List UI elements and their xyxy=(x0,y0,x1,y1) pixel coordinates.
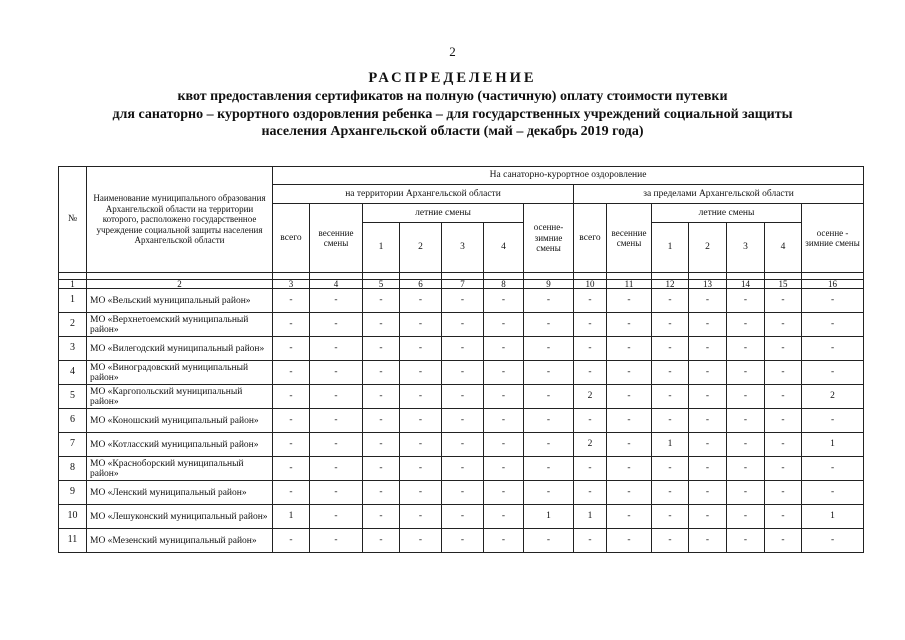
column-number-row xyxy=(59,280,864,289)
quota-cell: - xyxy=(310,385,363,409)
header-shift-in-3: 3 xyxy=(442,223,484,273)
quota-cell: - xyxy=(727,313,765,337)
header-inside-region: на территории Архангельской области xyxy=(273,185,574,204)
quota-cell: - xyxy=(273,337,310,361)
table-row xyxy=(59,337,864,361)
quota-cell: - xyxy=(607,289,652,313)
district-name: МО «Верхнетоемский муниципальный район» xyxy=(87,313,273,337)
quota-cell: - xyxy=(273,457,310,481)
table-row xyxy=(59,313,864,337)
quota-cell: - xyxy=(442,457,484,481)
quota-cell: - xyxy=(273,385,310,409)
row-number: 8 xyxy=(59,457,87,481)
quota-cell: - xyxy=(607,433,652,457)
quota-cell: - xyxy=(273,289,310,313)
quota-cell: - xyxy=(689,361,727,385)
header-summer-in: летние смены xyxy=(363,204,524,223)
page-number: 2 xyxy=(449,44,456,59)
quota-cell: - xyxy=(310,289,363,313)
quota-cell: - xyxy=(400,337,442,361)
quota-cell: - xyxy=(727,481,765,505)
column-number: 9 xyxy=(524,280,574,289)
quota-cell: - xyxy=(607,313,652,337)
quota-cell: - xyxy=(442,313,484,337)
quota-cell: - xyxy=(765,313,802,337)
quota-cell: - xyxy=(400,505,442,529)
quota-cell: 2 xyxy=(802,385,864,409)
quota-cell: - xyxy=(727,457,765,481)
subtitle-line: квот предоставления сертификатов на полную (частичную) оплату стоимости путевки xyxy=(177,89,728,104)
header-num: № xyxy=(59,167,87,273)
table-row xyxy=(59,289,864,313)
quota-cell: - xyxy=(802,361,864,385)
column-number: 8 xyxy=(484,280,524,289)
column-number: 11 xyxy=(607,280,652,289)
quota-cell: - xyxy=(689,505,727,529)
quota-cell: - xyxy=(689,433,727,457)
quota-cell: - xyxy=(524,313,574,337)
quota-cell: - xyxy=(652,409,689,433)
quota-cell: - xyxy=(363,409,400,433)
quota-cell: - xyxy=(727,385,765,409)
quota-cell: - xyxy=(273,409,310,433)
column-number: 15 xyxy=(765,280,802,289)
quota-cell: - xyxy=(484,457,524,481)
quota-cell: - xyxy=(484,409,524,433)
table-row xyxy=(59,409,864,433)
spacer-row xyxy=(59,273,864,280)
quota-cell: - xyxy=(310,433,363,457)
quota-cell: - xyxy=(574,361,607,385)
quota-cell: - xyxy=(765,289,802,313)
header-spring-out: весенние смены xyxy=(607,204,652,273)
header-top: На санаторно-курортное оздоровление xyxy=(273,167,864,185)
quota-cell: - xyxy=(484,385,524,409)
quota-cell: - xyxy=(689,337,727,361)
row-number: 5 xyxy=(59,385,87,409)
quota-cell: - xyxy=(727,505,765,529)
column-number: 7 xyxy=(442,280,484,289)
quota-cell: - xyxy=(310,313,363,337)
column-number: 5 xyxy=(363,280,400,289)
quota-cell: - xyxy=(484,529,524,553)
quota-cell: - xyxy=(727,289,765,313)
quota-cell: - xyxy=(400,313,442,337)
quota-cell: - xyxy=(607,505,652,529)
quota-cell: - xyxy=(363,481,400,505)
district-name: МО «Вельский муниципальный район» xyxy=(87,289,273,313)
quota-cell: - xyxy=(652,505,689,529)
quota-cell: - xyxy=(802,337,864,361)
quota-cell: - xyxy=(363,433,400,457)
quota-cell: - xyxy=(273,361,310,385)
document-title: РАСПРЕДЕЛЕНИЕ xyxy=(368,70,537,86)
quota-cell: - xyxy=(442,337,484,361)
header-autumn-out: осенне - зимние смены xyxy=(802,204,864,273)
row-number: 2 xyxy=(59,313,87,337)
quota-cell: - xyxy=(400,289,442,313)
table-row xyxy=(59,529,864,553)
quota-cell: - xyxy=(607,385,652,409)
quota-cell: 1 xyxy=(273,505,310,529)
header-shift-out-3: 3 xyxy=(727,223,765,273)
quota-cell: - xyxy=(689,481,727,505)
header-shift-in-2: 2 xyxy=(400,223,442,273)
district-name: МО «Мезенский муниципальный район» xyxy=(87,529,273,553)
column-number: 10 xyxy=(574,280,607,289)
column-number: 12 xyxy=(652,280,689,289)
quota-cell: 1 xyxy=(802,433,864,457)
quota-cell: - xyxy=(574,409,607,433)
quota-cell: - xyxy=(574,289,607,313)
quota-cell: - xyxy=(802,481,864,505)
quota-cell: 1 xyxy=(652,433,689,457)
quota-cell: 1 xyxy=(574,505,607,529)
document-subtitle xyxy=(40,88,865,141)
quota-cell: - xyxy=(484,505,524,529)
quota-cell: - xyxy=(363,385,400,409)
row-number: 10 xyxy=(59,505,87,529)
district-name: МО «Ленский муниципальный район» xyxy=(87,481,273,505)
quota-cell: - xyxy=(524,409,574,433)
quota-cell: - xyxy=(442,433,484,457)
quota-cell: - xyxy=(442,409,484,433)
quota-cell: - xyxy=(442,481,484,505)
quota-cell: - xyxy=(400,385,442,409)
column-number: 3 xyxy=(273,280,310,289)
district-name: МО «Коношский муниципальный район» xyxy=(87,409,273,433)
quota-cell: - xyxy=(765,385,802,409)
quota-cell: - xyxy=(273,433,310,457)
row-number: 1 xyxy=(59,289,87,313)
quota-cell: - xyxy=(400,409,442,433)
column-number: 6 xyxy=(400,280,442,289)
column-number: 1 xyxy=(59,280,87,289)
quota-cell: - xyxy=(524,289,574,313)
header-shift-out-1: 1 xyxy=(652,223,689,273)
header-summer-out: летние смены xyxy=(652,204,802,223)
row-number: 3 xyxy=(59,337,87,361)
district-name: МО «Каргопольский муниципальный район» xyxy=(87,385,273,409)
header-autumn-in: осенне-зимние смены xyxy=(524,204,574,273)
quota-cell: - xyxy=(310,457,363,481)
column-number: 13 xyxy=(689,280,727,289)
quota-cell: - xyxy=(363,505,400,529)
quota-cell: - xyxy=(310,337,363,361)
quota-cell: - xyxy=(802,289,864,313)
header-spring-in: весенние смены xyxy=(310,204,363,273)
row-number: 11 xyxy=(59,529,87,553)
quota-cell: - xyxy=(273,313,310,337)
quota-cell: - xyxy=(363,337,400,361)
header-shift-out-2: 2 xyxy=(689,223,727,273)
header-total-in: всего xyxy=(273,204,310,273)
table-body xyxy=(59,273,864,553)
quota-cell: - xyxy=(524,361,574,385)
quota-cell: - xyxy=(607,337,652,361)
quota-cell: - xyxy=(363,313,400,337)
quota-cell: - xyxy=(652,313,689,337)
quota-cell: - xyxy=(652,481,689,505)
quota-cell: - xyxy=(765,409,802,433)
table-row xyxy=(59,385,864,409)
quota-cell: - xyxy=(765,433,802,457)
district-name: МО «Котласский муниципальный район» xyxy=(87,433,273,457)
quota-cell: - xyxy=(273,481,310,505)
district-name: МО «Красноборский муниципальный район» xyxy=(87,457,273,481)
table-row xyxy=(59,505,864,529)
quota-cell: - xyxy=(524,385,574,409)
quota-cell: - xyxy=(765,337,802,361)
quota-cell: - xyxy=(400,433,442,457)
quota-cell: - xyxy=(727,337,765,361)
quota-cell: - xyxy=(574,337,607,361)
quota-cell: - xyxy=(689,457,727,481)
quota-cell: - xyxy=(607,457,652,481)
table-row xyxy=(59,361,864,385)
column-number: 14 xyxy=(727,280,765,289)
header-shift-in-4: 4 xyxy=(484,223,524,273)
quota-cell: - xyxy=(689,385,727,409)
quota-cell: - xyxy=(727,361,765,385)
column-number: 2 xyxy=(87,280,273,289)
quota-cell: - xyxy=(652,361,689,385)
quota-cell: - xyxy=(802,313,864,337)
quota-cell: - xyxy=(727,433,765,457)
quota-cell: - xyxy=(442,505,484,529)
quota-cell: 1 xyxy=(524,505,574,529)
quota-cell: - xyxy=(524,529,574,553)
quota-cell: - xyxy=(363,529,400,553)
quota-cell: - xyxy=(765,505,802,529)
quota-cell: - xyxy=(765,481,802,505)
quota-cell: - xyxy=(689,409,727,433)
quota-cell: 2 xyxy=(574,433,607,457)
quota-cell: - xyxy=(574,481,607,505)
subtitle-line: для санаторно – курортного оздоровления ребенка – для государственных учреждений социальной защиты xyxy=(112,106,793,122)
quota-cell: - xyxy=(310,505,363,529)
quota-cell: - xyxy=(524,337,574,361)
quota-cell: - xyxy=(652,289,689,313)
quota-cell: - xyxy=(802,409,864,433)
quota-cell: - xyxy=(607,529,652,553)
quota-cell: - xyxy=(273,529,310,553)
quota-cell: 2 xyxy=(574,385,607,409)
quota-cell: - xyxy=(442,289,484,313)
quota-cell: - xyxy=(765,529,802,553)
quota-cell: - xyxy=(524,433,574,457)
quota-cell: - xyxy=(310,481,363,505)
quota-cell: - xyxy=(802,529,864,553)
quota-cell: - xyxy=(310,361,363,385)
quota-cell: - xyxy=(442,385,484,409)
quota-cell: - xyxy=(727,529,765,553)
quota-cell: - xyxy=(310,409,363,433)
quota-cell: - xyxy=(652,385,689,409)
quota-cell: - xyxy=(363,361,400,385)
quota-cell: - xyxy=(607,361,652,385)
quota-cell: - xyxy=(765,361,802,385)
column-number: 4 xyxy=(310,280,363,289)
quota-cell: - xyxy=(652,337,689,361)
table-row xyxy=(59,481,864,505)
quota-cell: - xyxy=(607,481,652,505)
quota-cell: - xyxy=(400,529,442,553)
quota-cell: - xyxy=(484,337,524,361)
quota-cell: - xyxy=(484,313,524,337)
header-shift-out-4: 4 xyxy=(765,223,802,273)
district-name: МО «Виноградовский муниципальный район» xyxy=(87,361,273,385)
quota-cell: - xyxy=(484,361,524,385)
column-number: 16 xyxy=(802,280,864,289)
subtitle-line: населения Архангельской области (май – декабрь 2019 года) xyxy=(261,124,644,139)
quota-cell: - xyxy=(727,409,765,433)
quota-cell: - xyxy=(400,457,442,481)
quota-table xyxy=(58,166,864,553)
row-number: 9 xyxy=(59,481,87,505)
quota-cell: - xyxy=(363,457,400,481)
quota-cell: - xyxy=(689,313,727,337)
quota-cell: - xyxy=(689,289,727,313)
quota-cell: - xyxy=(574,457,607,481)
quota-cell: - xyxy=(607,409,652,433)
table-row xyxy=(59,457,864,481)
header-shift-in-1: 1 xyxy=(363,223,400,273)
quota-cell: - xyxy=(524,457,574,481)
quota-cell: - xyxy=(574,313,607,337)
quota-cell: - xyxy=(484,481,524,505)
row-number: 7 xyxy=(59,433,87,457)
header-total-out: всего xyxy=(574,204,607,273)
quota-cell: 1 xyxy=(802,505,864,529)
header-name: Наименование муниципального образования Архангельской области на территории которого, расположено государственное учреждение социальной защиты населения Архангельской области xyxy=(87,167,273,273)
quota-cell: - xyxy=(442,361,484,385)
quota-cell: - xyxy=(484,433,524,457)
quota-cell: - xyxy=(310,529,363,553)
quota-cell: - xyxy=(765,457,802,481)
quota-cell: - xyxy=(524,481,574,505)
header-outside-region: за пределами Архангельской области xyxy=(574,185,864,204)
quota-cell: - xyxy=(802,457,864,481)
district-name: МО «Лешуконский муниципальный район» xyxy=(87,505,273,529)
quota-cell: - xyxy=(400,361,442,385)
district-name: МО «Вилегодский муниципальный район» xyxy=(87,337,273,361)
quota-cell: - xyxy=(442,529,484,553)
quota-cell: - xyxy=(574,529,607,553)
row-number: 6 xyxy=(59,409,87,433)
table-row xyxy=(59,433,864,457)
quota-cell: - xyxy=(689,529,727,553)
quota-cell: - xyxy=(652,457,689,481)
row-number: 4 xyxy=(59,361,87,385)
quota-cell: - xyxy=(363,289,400,313)
quota-cell: - xyxy=(400,481,442,505)
quota-cell: - xyxy=(484,289,524,313)
quota-cell: - xyxy=(652,529,689,553)
